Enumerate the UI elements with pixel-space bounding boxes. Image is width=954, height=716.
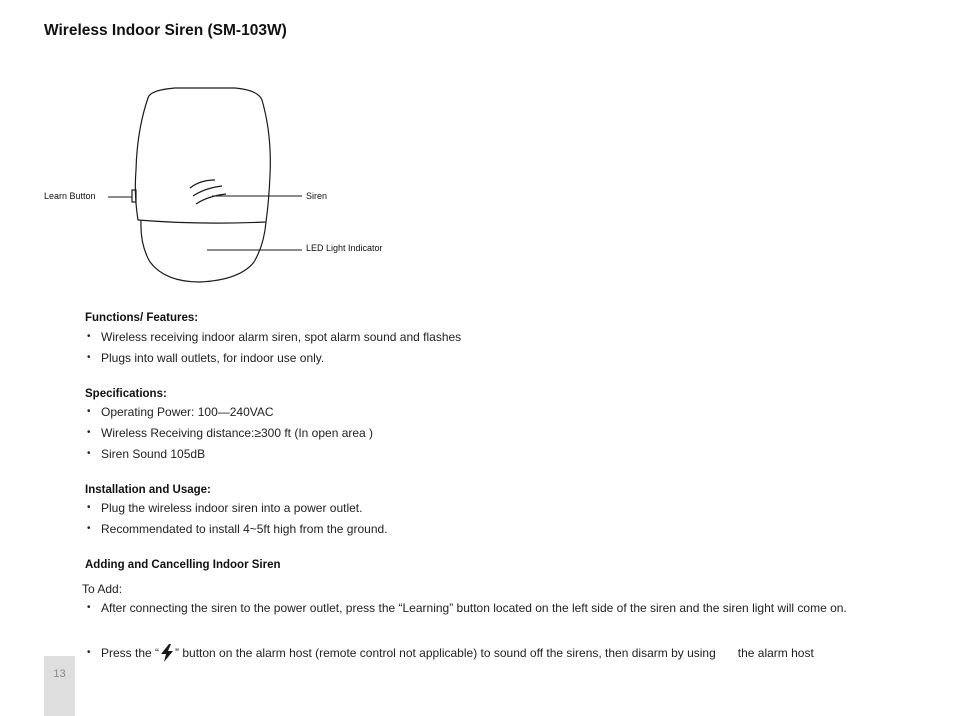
siren-slot-1 xyxy=(190,180,215,188)
adding-heading: Adding and Cancelling Indoor Siren xyxy=(85,559,281,571)
learn-button-label: Learn Button xyxy=(44,191,96,201)
list-item-text: Plug the wireless indoor siren into a power outlet. xyxy=(101,501,363,515)
bullet-dot: • xyxy=(87,602,91,613)
to-add-label: To Add: xyxy=(82,582,123,596)
page-title: Wireless Indoor Siren (SM-103W) xyxy=(44,22,287,39)
page-number-tab xyxy=(44,656,75,716)
led-indicator-label: LED Light Indicator xyxy=(306,243,383,253)
bullet-dot: • xyxy=(87,406,91,417)
specifications-heading: Specifications: xyxy=(85,388,167,400)
list-item-text: Siren Sound 105dB xyxy=(101,447,206,461)
bullet-dot: • xyxy=(87,523,91,534)
installation-heading: Installation and Usage: xyxy=(85,484,211,496)
list-item-text xyxy=(101,644,814,662)
list-item-text: Plugs into wall outlets, for indoor use only. xyxy=(101,351,325,365)
bullet-dot: • xyxy=(87,331,91,342)
siren-lower-body xyxy=(141,220,266,282)
list-item-text: After connecting the siren to the power outlet, press the “Learning” button located on the left side of the siren and the siren light will come on. xyxy=(101,601,847,615)
list-item-text: Recommendated to install 4~5ft high from the ground. xyxy=(101,522,388,536)
siren-label: Siren xyxy=(306,191,328,201)
functions-heading: Functions/ Features: xyxy=(85,312,199,324)
siren-upper-body xyxy=(135,88,270,223)
siren-diagram xyxy=(0,0,954,300)
bullet-dot: • xyxy=(87,502,91,513)
press-tail: the alarm host xyxy=(737,646,814,660)
lightning-bolt-icon xyxy=(160,644,174,662)
siren-slot-3 xyxy=(196,194,226,204)
list-item-text: Operating Power: 100—240VAC xyxy=(101,405,274,419)
bullet-dot: • xyxy=(87,647,91,658)
bullet-dot: • xyxy=(87,352,91,363)
bullet-dot: • xyxy=(87,448,91,459)
press-suffix: ” button on the alarm host (remote control not applicable) to sound off the sirens, then disarm by using xyxy=(175,646,716,660)
bullet-dot: • xyxy=(87,427,91,438)
siren-slot-2 xyxy=(193,186,222,196)
list-item-text: Wireless receiving indoor alarm siren, spot alarm sound and flashes xyxy=(101,330,462,344)
page-number: 13 xyxy=(53,668,66,680)
press-prefix: Press the “ xyxy=(101,646,160,660)
list-item-text: Wireless Receiving distance:≥300 ft (In open area ) xyxy=(101,426,374,440)
